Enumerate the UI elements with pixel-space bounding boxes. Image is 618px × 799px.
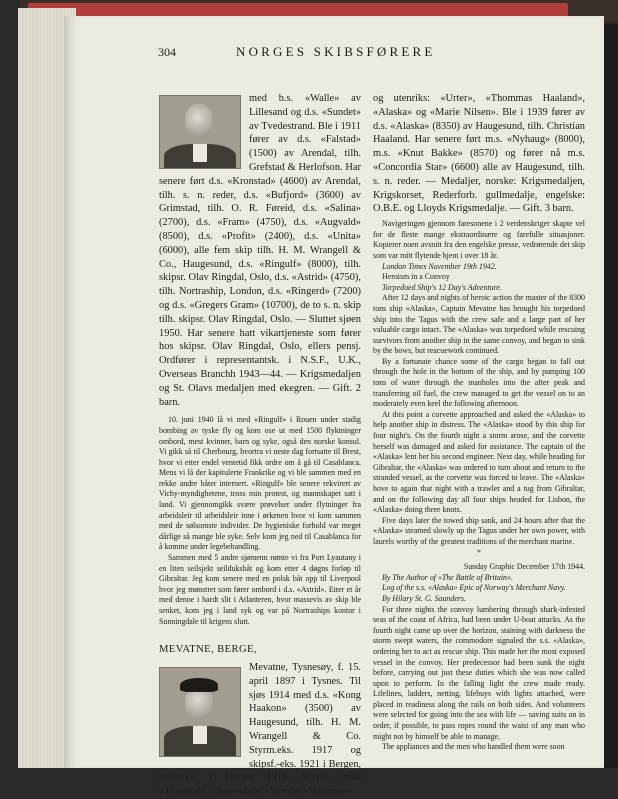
source-line: Torpedoed Ship's 12 Day's Adventure. [382,282,502,292]
entry-heading: MEVATNE, BERGE, [159,644,257,656]
story-paragraph: At this point a corvette approached and asked the «Alaska» to help another ship in distress. The «Alaska» stood by this ship for four night's. On the fourth night a storm arose, and the corvette herself was damaged and asked for assistance. The captain of the «Alaska» lent her his second engineer. Next day, while heading for Gibraltar, the «Alaska» was ordered to turn about and return to the stranded vessel, as the corvette was forced to leave. The «Alaska» hove to again that night with a trawler and a tug from Gibraltar, and on the following day all four ships headed for Lisbon, the «Alaska» doing three knots. [373,409,585,515]
right-column [373,92,585,753]
gutter-shadow [604,24,618,768]
story-paragraph: For three nights the convoy lumbering through shark-infested seas of the coast of Africa, had been under U-boat attacks. As the fourth night came up over the horizon, staining with darkness the storm swept waters, the commodore signaled the s.s. «Alaska», ordering her to act as rescue ship. This made her the most exposed vessel in the convoy. Her predecessor had been sunk the night before, carrying out just these duties which she was now called upon to perform. In the falling light the crew made ready. Lifelines, ladders, netting, lifebuys with lights attached, were placed in readiness along the rails on both sides. And volunteers were selected for going into the sea with life — saving suits on in order, if possible, to pass ropes round the waist of any man who might not by himself be able to manage. [373,604,585,741]
source-line: Sunday Graphic December 17th 1944. [463,562,585,572]
portrait-photo-2 [159,667,241,757]
source-line: London Times November 19th 1942. [382,261,497,271]
left-column [159,92,361,799]
red-book-edge [28,3,568,17]
intro-paragraph: Navigeringen gjennom faresonene i 2 verdenskriger skapte vel for de fleste mange ekstraordinære og farefulle situasjoner. Kopierer noen avsnitt fra den engelske presse, vedrørende det skip som var mitt flytende hjem i over 18 år. [373,219,585,260]
source-line: Heroism in a Convoy [382,272,450,282]
page-number: 304 [158,45,176,59]
story-paragraph: After 12 days and nights of heroic action the master of the 8300 tons ship «Alaska», Captain Mevatne has brought his torpedoed ship into the Tagus with the crew safe and a large part of her valuable cargo intact. The «Alaska» was torpedoed while rescuing survivors from another ship in the same convoy, and began to sink by the bows, but reacuework continued. [373,293,585,356]
portrait-photo-1 [159,95,241,169]
source-line: By The Author of «The Battle of Britain». [382,572,513,582]
story-paragraph: 10. juni 1940 lå vi med «Ringulf» i Rouen under stadig bombing av tyske fly og kom ose ut med 1500 flyktninger ombord, mest kvinner, barn og syke, også den norske konsul. Vi gikk så til Cherbourg, hvortra vi neste dag fortsatte til Brest, hvor vi etter endel ventetid fikk ordre om å gå til Casablanca. Mens vi lå der kapitulerte Frankrike og vi ble sammen med en rekke andre båter internert. «Ringulf» ble senere rekvirert av Vichy-myndighetene, tross min protest, og mannskapet satt i land. Vi gjennomgikk svære prøvelser under flytninger fra arbeidsleir til arbeidsleir inne i ørkenen hvor vi kom sammen med de sølsomste individer. De hygieniske forhold var meget dårlige så mange ble syke. Selv kom jeg ned til Casablanca for å komme under legebehandling. [159,415,361,552]
page-title: NORGES SKIBSFØRERE [236,44,436,59]
source-line: Log of the s.s. «Alaska» Epic of Norway's Merchant Navy. [382,583,566,593]
source-line: By Hilary St. G. Saunders. [382,593,466,603]
story-paragraph: The appliances and the men who handled them were soon [382,742,565,752]
running-head [96,45,588,65]
story-paragraph: By a fortunate chance some of the cargo began to fall out through the hole in the bottom of the ship, and by pumping 100 tons of water through the manholes into the after peak and transferring oil fuel, the crew managed to get the vessel on to an moderately even keel the following afternoon. [373,356,585,409]
entry-text: med b.s. «Walle» av Lillesand og d.s. «Sundet» av Tvedestrand. Ble i 1911 fører av d.s. «Falstad» (1500) av Arendal, tilh. Grefstad & Herlofson. Har senere ført d.s. «Kronstad» (4600) av Arendal, tilh. s. n. reder, d.s. «Bufjord» (3600) av Grimstad, tilh. O. R. Føreid, d.s. «Salina» (2700), d.s. «Fram» (4750), d.s. «Augvald» (8500), d.s. «Profit» (2400), d.s. «Unita» (6000), alle fem skip tilh. H. M. Wrangell & Co., Haugesund, d.s. «Ringulf» (8000), tilh. skipsr. Olav Ringdal, Oslo, d.s. «Astrid» (4750), tilh. Nortraship, London, d.s. «Ringerd» (7200) og d.s. «Gregers Gram» (10700), de to s. n. skip tilh. skipsr. Olav Ringdal, Oslo. — Sluttet sjøen 1950. Har senere hatt vikartjeneste som fører hos skipsr. Olav Ringdal, Oslo, ellers pensj. Ordfører i representantsk. i N.S.F., U.K., Overseas Branchh 1943—44. — Krigsmedaljen og St. Olavs medaljen med ekegren. — Gift. 2 barn. [159,93,361,408]
entry-text: og utenriks: «Urter», «Thommas Haaland», «Alaska» og «Marie Nilsen». Ble i 1939 fører av d.s. «Alaska» (8350) av Haugesund, tilh. Christian Haaland. Har senere ført m.s. «Nyhaug» (8000), m.s. «Knut Bakke» (8570) og fører nå m.s. «Concordia Star» (6600) alle av Haugesund, tilh. s. n. reder. — Medaljer, norske: Krigsmedaljen, Krigskorset, Rederforb. gullmedalje, engelske: O.B.E. og Lloyds Krigsmedalje. — Gift. 3 barn. [373,93,585,215]
story-paragraph: Sammen med 5 andre sjømenn rømte vi fra Port Lyautany i en liten seilsjekt seilduksbåt og kom etter 4 døgns forløp til Gibraltar. Jeg kom senere med en polsk båt opp til Liverpool hvor jeg mønstret som fører ombord i d.s. «Astrid». Etter et år med denne i hardt slit i Atlanteren, hvor massevis av skip ble senket, kom jeg i land syk og var på Nortraships kontor i Sunningdale til krigens slutt. [159,553,361,626]
section-divider: * [477,547,481,557]
story-paragraph: Five days later the towed ship sank, and 24 hours after that the «Alaska» steamed slowly up the Tagus under her own power, with laurels worthy of the greatest traditions of the merchant marine. [373,515,585,546]
entry-text: Mevatne, Tysnesøy, f. 15. april 1897 i Tysnes. Til sjøs 1914 med d.s. «Kong Haakon» (3500) av Haugesund, tilh. H. M. Wrangell & Co. Styrm.eks. 1917 og skipsf.-eks. 1921 i Bergen, radioeks. i Horten 1919. Styrm. med «Tyssedal», «Rosendal», «Stord», «Vikingen» [159,662,361,798]
